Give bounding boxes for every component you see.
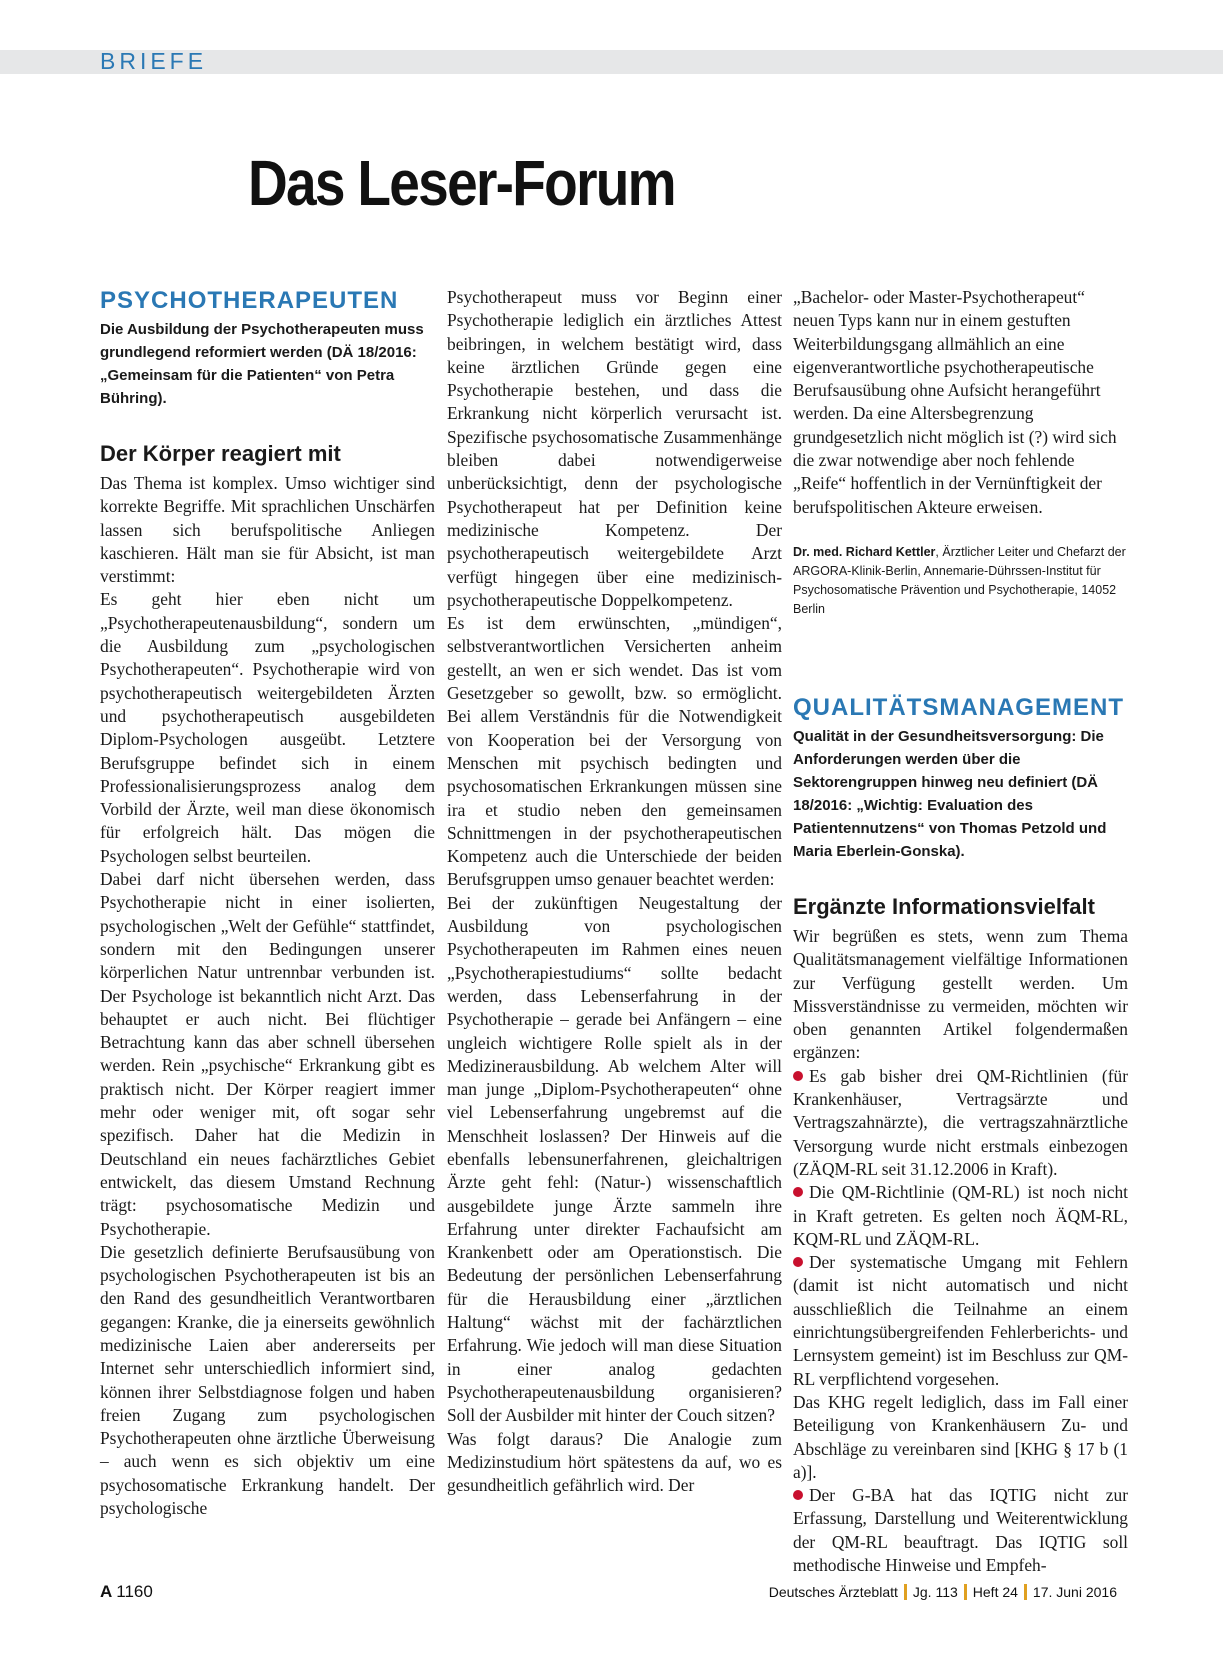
bullet-dot-icon [793,1490,803,1500]
journal-info [769,1584,1117,1600]
separator [904,1584,907,1600]
paragraph: Psychotherapeut muss vor Beginn einer Psychotherapie lediglich ein ärztliches Attest beibringen, in welchem bestätigt wird, dass keine ärztlichen Gründe gegen eine Psychotherapie bestehen, und dass die Erkrankung nicht körperlich verursacht ist. Spezifische psychosomatische Zusammenhänge bleiben dabei notwendigerweise unberücksichtigt, denn der psychologische Psychotherapeut hat per Definition keine medizinische Kompetenz. Der psychotherapeutisch weitergebildete Arzt verfügt hingegen über eine medizinisch-psychotherapeutische Doppelkompetenz. [447,287,782,610]
journal-name: Deutsches Ärzteblatt [768,1584,898,1600]
article1-teaser: Die Ausbildung der Psychotherapeuten muss grundlegend reformiert werden (DÄ 18/2016: „Gemeinsam für die Patienten“ von Petra Bühring). [100,321,424,407]
article1-headline: Der Körper reagiert mit [100,441,341,466]
article2-headline: Ergänzte Informationsvielfalt [793,893,1095,919]
page-number-value: 1160 [116,1582,153,1601]
bullet-item: Der G-BA hat das IQTIG nicht zur Erfassung, Darstellung und Weiterentwicklung der QM-RL beauftragt. Das IQTIG soll methodische Hinweise und Empfeh- [793,1485,1128,1575]
section-label: BRIEFE [100,48,208,74]
paragraph: Das Thema ist komplex. Umso wichtiger sind korrekte Begriffe. Mit sprachlichen Unschärfen lassen sich berufspolitische Anliegen kaschieren. Hält man sie für Absicht, ist man verstimmt: [100,473,435,587]
article2-kicker: QUALITÄTSMANAGEMENT [793,693,1124,721]
separator [964,1584,967,1600]
column-1 [100,286,435,1520]
journal-date: 17. Juni 2016 [1032,1584,1117,1600]
paragraph: „Bachelor- oder Master-Psychotherapeut“ neuen Typs kann nur in einem gestuften Weiterbildungsgang allmählich an eine eigenverantwortliche psychotherapeutische Berufsausübung ohne Aufsicht herangeführt werden. Da eine Altersbegrenzung grundgesetzlich nicht möglich ist (?) wird sich die zwar notwendige aber noch fehlende „Reife“ hoffentlich in der Vernünftigkeit der berufspolitischen Akteure erweisen. [793,287,1117,517]
paragraph: Bei der zukünftigen Neugestaltung der Ausbildung von psychologischen Psychotherapeuten im Rahmen eines neuen „Psychotherapiestudiums“ sollte bedacht werden, dass Lebenserfahrung in der Psychotherapie – gerade bei Anfängern – eine ungleich wichtigere Rolle spielt als in der Medizinerausbildung. Ab welchem Alter will man junge „Diplom-Psychotherapeuten“ ohne viel Lebenserfahrung ungebremst auf die Menschheit loslassen? Der Hinweis auf die ebenfalls lebensunerfahrenen, gleichaltrigen Ärzte geht fehl: (Natur-) wissenschaftlich ausgebildete junge Ärzte sammeln ihre Erfahrung unter direkter Fachaufsicht am Krankenbett oder am Operationstisch. Die Bedeutung der persönlichen Lebenserfahrung für die Herausbildung einer „ärztlichen Haltung“ wächst mit der fachärztlichen Erfahrung. Wie jedoch will man diese Situation in einer analog gedachten Psychotherapeutenausbildung organisieren? Soll der Ausbilder mit hinter der Couch sitzen? [447,892,782,1426]
paragraph: Es geht hier eben nicht um „Psychotherapeutenausbildung“, sondern um die Ausbildung zum „psychologischen Psychotherapeuten“. Psychotherapie wird von psychotherapeutisch weitergebildeten Ärzten und psychotherapeutisch ausgebildeten Diplom-Psychologen ausgeübt. Letztere Berufsgruppe befindet sich in einem Professionalisierungsprozess analog dem Vorbild der Ärzte, weil man diese ökonomisch für erfolgreich hält. Das mögen die Psychologen selbst beurteilen. [100,589,435,866]
bullet-item: Der systematische Umgang mit Fehlern (damit ist nicht automatisch und nicht ausschließlich die Teilnahme an einem einrichtungsübergreifenden Fehlerberichts- und Lernsystem gemeint) ist im Beschluss zur QM-RL verpflichtend vorgesehen. [793,1252,1128,1389]
paragraph: Wir begrüßen es stets, wenn zum Thema Qualitätsmanagement vielfältige Informationen zur Verfügung gestellt werden. Um Missverständnisse zu vermeiden, möchten wir oben genannten Artikel folgendermaßen ergänzen: [793,925,1128,1063]
author-name: Dr. med. Richard Kettler [793,544,936,559]
journal-issue: Heft 24 [972,1584,1018,1600]
paragraph: Dabei darf nicht übersehen werden, dass Psychotherapie nicht in einer isolierten, psychologischen „Welt der Gefühle“ stattfindet, sondern mit den Bedingungen unserer körperlichen Natur untrennbar verbunden ist. Der Psychologe ist bekanntlich nicht Arzt. Das behauptet er auch nicht. Bei flüchtiger Betrachtung kann das aber schnell übersehen werden. Rein „psychische“ Erkrankung gibt es praktisch nicht. Der Körper reagiert immer mehr oder weniger mit, oft sogar sehr spezifisch. Daher hat die Medizin in Deutschland ein neues fachärztliches Gebiet entwickelt, das diesem Umstand Rechnung trägt: psychosomatische Medizin und Psychotherapie. [100,869,435,1239]
author-affiliation: , Ärztlicher Leiter und Chefarzt der ARGORA-Klinik-Berlin, Annemarie-Dührssen-Institut für Psychosomatische Prävention und Psychotherapie, 14052 Berlin [793,544,1126,616]
page-number [100,1582,153,1602]
author-signature [793,543,1128,619]
bullet-item: Die QM-Richtlinie (QM-RL) ist noch nicht in Kraft getreten. Es gelten noch ÄQM-RL, KQM-RL und ZÄQM-RL. [793,1182,1128,1249]
page-prefix: A [100,1582,113,1601]
article2-body [793,925,1128,1577]
journal-volume: Jg. 113 [912,1584,958,1600]
bullet-dot-icon [793,1187,803,1197]
column-3 [793,286,1128,1577]
bullet-dot-icon [793,1071,803,1081]
paragraph: Die gesetzlich definierte Berufsausübung von psychologischen Psychotherapeuten ist bis an den Rand des gesundheitlich Verantwortbaren gegangen: Kranke, die ja einerseits gewöhnlich medizinische Laien aber andererseits per Internet sehr unterschiedlich informiert sind, können ihrer Selbstdiagnose folgen und haben freien Zugang zum psychologischen Psychotherapeuten ohne ärztliche Überweisung – auch wenn es sich objektiv um eine psychosomatische Erkrankung handelt. Der psychologische [100,1241,435,1519]
article1-kicker: PSYCHOTHERAPEUTEN [100,287,399,314]
article1-body-col1 [100,472,435,1520]
column-2 [447,286,782,1497]
bullet-dot-icon [793,1257,803,1267]
bullet-item: Es gab bisher drei QM-Richtlinien (für Krankenhäuser, Vertragsärzte und Vertragszahnärzte), die vertragszahnärztliche Versorgung wurde nicht erstmals einbezogen (ZÄQM-RL seit 31.12.2006 in Kraft). [793,1065,1128,1179]
page-title: Das Leser-Forum [248,147,675,219]
separator [1024,1584,1027,1600]
paragraph: Das KHG regelt lediglich, dass im Fall einer Beteiligung von Krankenhäusern Zu- und Abschläge zu vereinbaren sind [KHG § 17 b (1 a)]. [793,1391,1128,1482]
paragraph: Es ist dem erwünschten, „mündigen“, selbstverantwortlichen Versicherten anheim gestellt, an wen er sich wendet. Das ist vom Gesetzgeber so gewollt, bzw. so ermöglicht. Bei allem Verständnis für die Notwendigkeit von Kooperation bei der Versorgung von Menschen mit psychisch bedingten und psychosomatischen Erkrankungen müssen sine ira et studio neben den gemeinsamen Schnittmengen in der psychotherapeutischen Kompetenz auch die Unterschiede der beiden Berufsgruppen umso genauer beachtet werden: [447,613,782,890]
article1-body-col2 [447,286,782,1497]
article2-teaser: Qualität in der Gesundheitsversorgung: Die Anforderungen werden über die Sektorengruppen hinweg neu definiert (DÄ 18/2016: „Wichtig: Evaluation des Patientennutzens“ von Thomas Petzold und Maria Eberlein-Gonska). [793,727,1107,860]
paragraph: Was folgt daraus? Die Analogie zum Medizinstudium hört spätestens da auf, wo es gesundheitlich gefährlich wird. Der [447,1428,782,1496]
article1-body-col3 [793,286,1128,519]
